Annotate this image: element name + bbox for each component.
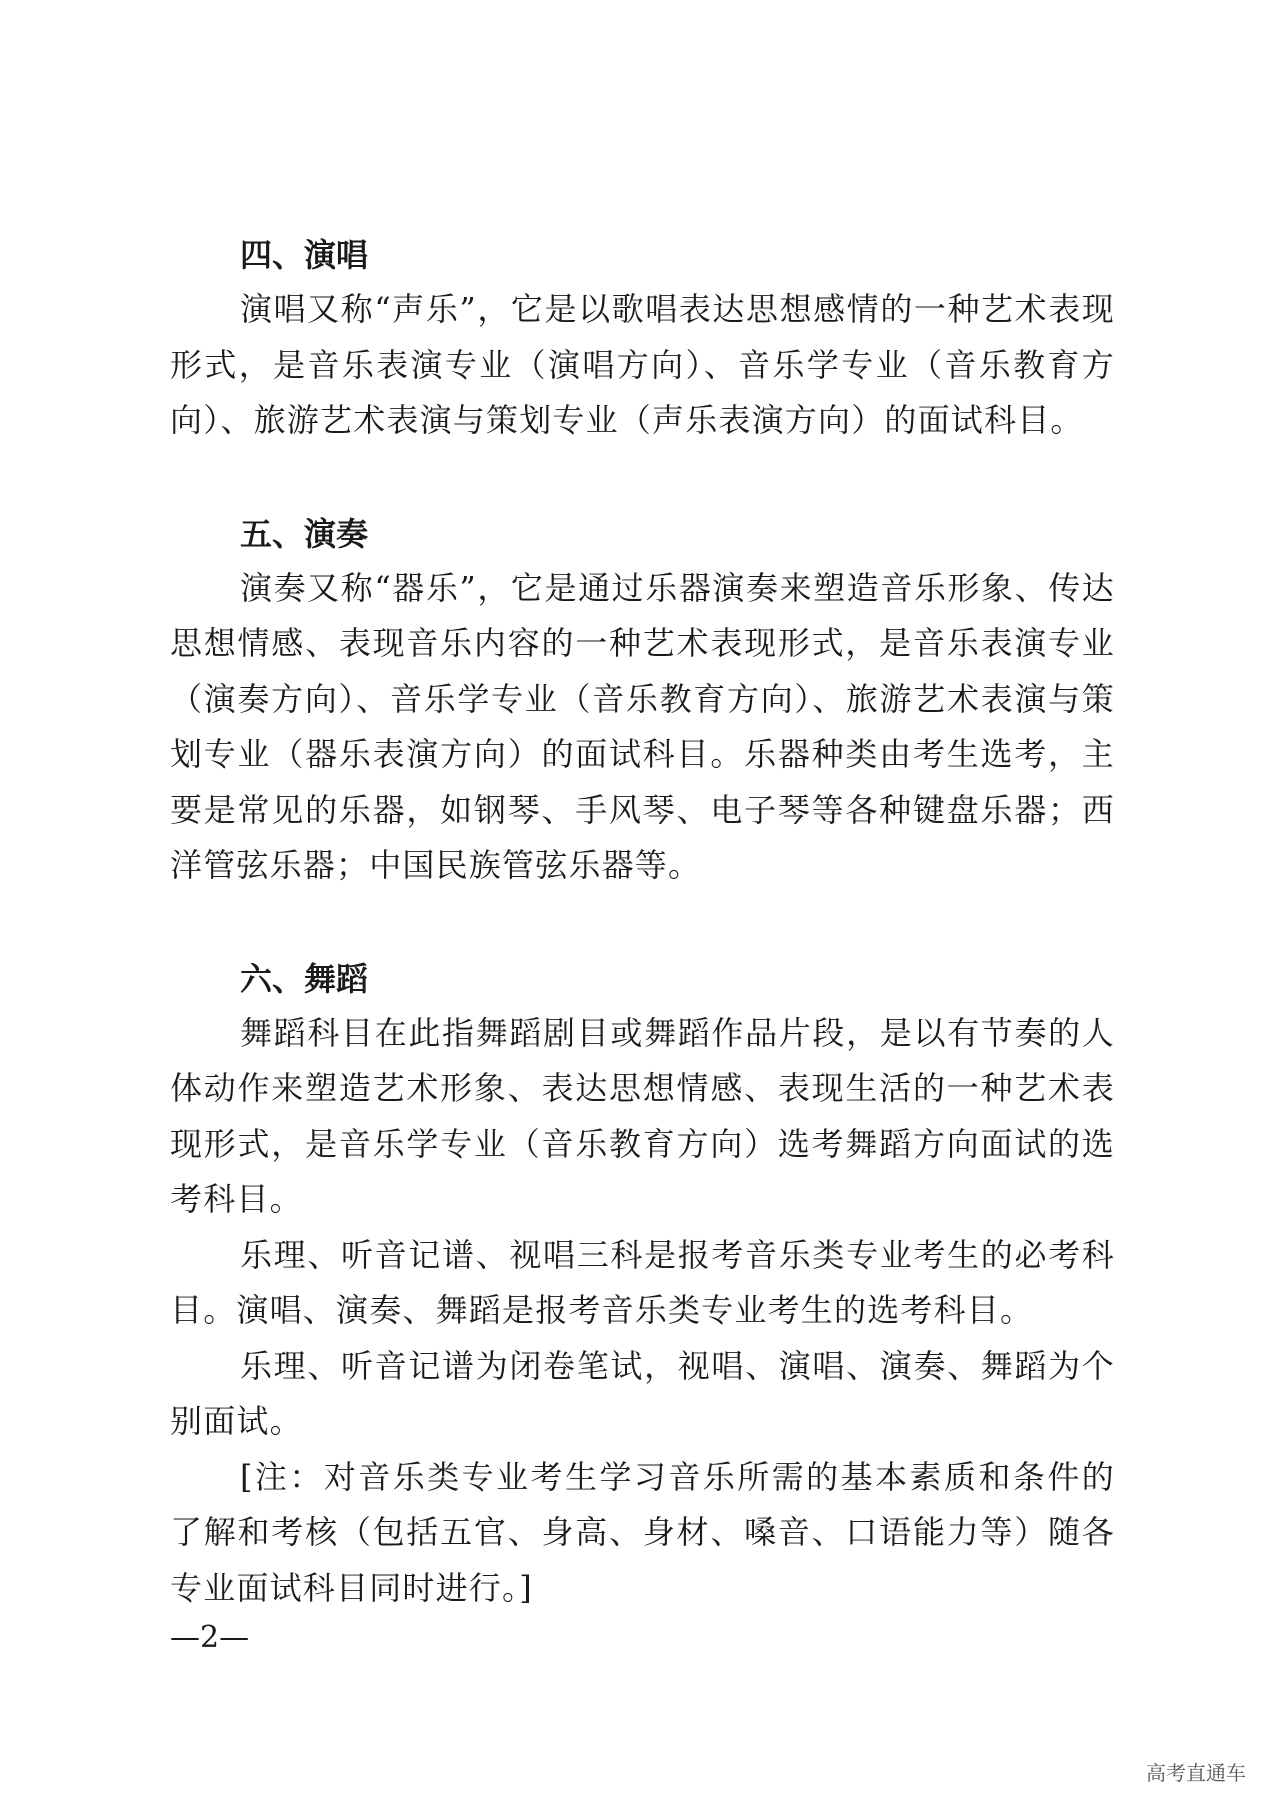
paragraph: 演奏又称“器乐”，它是通过乐器演奏来塑造音乐形象、传达思想情感、表现音乐内容的一种艺术表现形式，是音乐表演专业（演奏方向）、音乐学专业（音乐教育方向）、旅游艺术表演与策划专业（器乐表演方向）的面试科目。乐器种类由考生选考，主要是常见的乐器，如钢琴、手风琴、电子琴等各种键盘乐器；西洋管弦乐器；中国民族管弦乐器等。 — [170, 568, 1115, 884]
section-instrumental — [170, 507, 1115, 894]
note-paragraph: [注：对音乐类专业考生学习音乐所需的基本素质和条件的了解和考核（包括五官、身高、身材、嗓音、口语能力等）随各专业面试科目同时进行。] — [170, 1457, 1115, 1607]
section-singing — [170, 228, 1115, 449]
watermark: 高考直通车 — [1146, 1761, 1246, 1785]
paragraph: 舞蹈科目在此指舞蹈剧目或舞蹈作品片段，是以有节奏的人体动作来塑造艺术形象、表达思想情感、表现生活的一种艺术表现形式，是音乐学专业（音乐教育方向）选考舞蹈方向面试的选考科目。 — [170, 1013, 1115, 1218]
paragraph: 乐理、听音记谱为闭卷笔试，视唱、演唱、演奏、舞蹈为个别面试。 — [170, 1346, 1115, 1440]
paragraph: 演唱又称“声乐”，它是以歌唱表达思想感情的一种艺术表现形式，是音乐表演专业（演唱方向）、音乐学专业（音乐教育方向）、旅游艺术表演与策划专业（声乐表演方向）的面试科目。 — [170, 290, 1115, 439]
paragraph: 乐理、听音记谱、视唱三科是报考音乐类专业考生的必考科目。演唱、演奏、舞蹈是报考音乐类专业考生的选考科目。 — [170, 1235, 1115, 1329]
section-heading: 五、演奏 — [240, 514, 369, 553]
section-dance — [170, 952, 1115, 1617]
document-body — [170, 228, 1115, 1616]
section-heading: 四、演唱 — [240, 236, 369, 274]
page-number: —2— — [170, 1620, 250, 1655]
section-heading: 六、舞蹈 — [240, 959, 369, 998]
